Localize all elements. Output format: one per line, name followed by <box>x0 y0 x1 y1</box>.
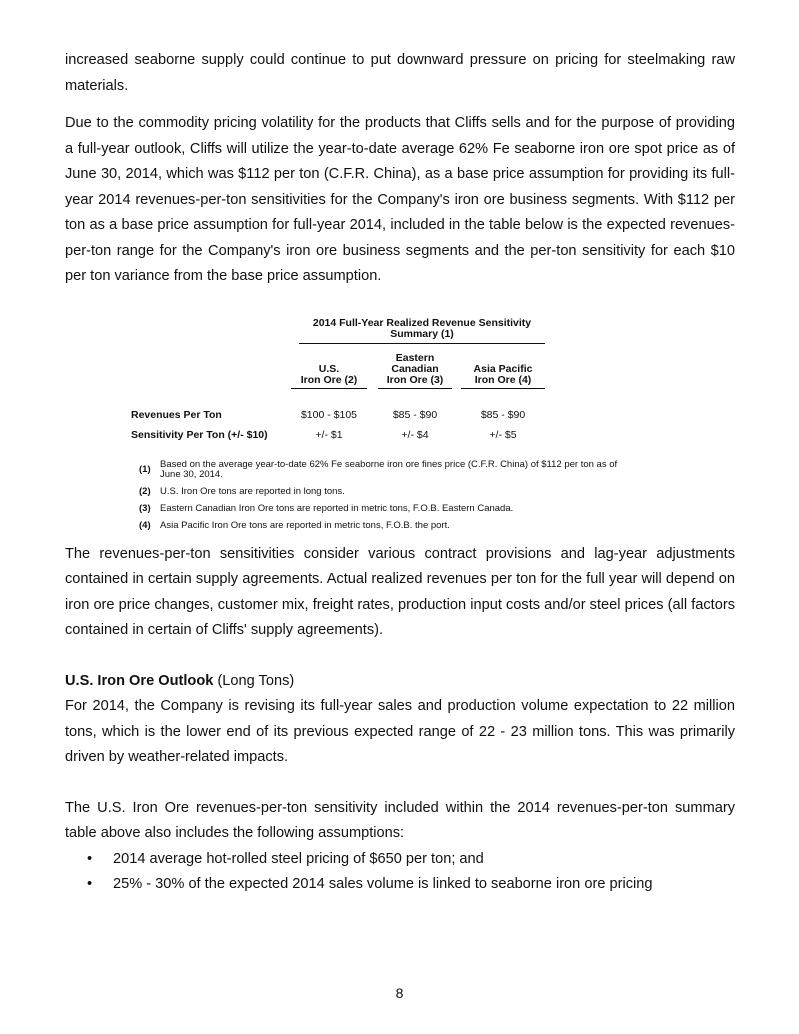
column-header-eastern-canadian: Eastern Canadian Iron Ore (3) <box>378 353 452 389</box>
table-cell: $100 - $105 <box>300 408 358 421</box>
table-title: 2014 Full-Year Realized Revenue Sensitivity Summary (1) <box>299 318 545 344</box>
column-header-asia-pacific: Asia Pacific Iron Ore (4) <box>461 364 545 389</box>
document-page <box>65 48 735 898</box>
table-cell: +/- $5 <box>489 428 517 441</box>
section-heading: U.S. Iron Ore Outlook (Long Tons) <box>65 672 295 689</box>
page-number: 8 <box>395 985 404 1001</box>
column-header-us-iron-ore: U.S. Iron Ore (2) <box>291 364 367 389</box>
table-cell: +/- $1 <box>315 428 343 441</box>
revenue-sensitivity-table: 2014 Full-Year Realized Revenue Sensitivity Summary (1) U.S. Iron Ore (2) Eastern Canadian Iron Ore (3) Asia Pacific Iron Ore (4) Revenues Per Ton $100 - $105 $85 - $90 $85 - $90 Sensitivity Per Ton (+/- $10) +/- $1 +/- $4 +/- $5 (1) Based on the average year-to-date 62% Fe seaborne iron ore fines price (C.F.R. China) of $112 per ton as of June 30, 2014. (2) U.S. Iron Ore tons are reported in long tons. (3) Eastern Canadian Iron Ore tons are reported in metric tons, F.O.B. Eastern Canada. (4) Asia Pacific Iron Ore tons are reported in metric tons, F.O.B. the port. <box>131 316 618 531</box>
table-cell: $85 - $90 <box>392 408 438 421</box>
row-label-sensitivity: Sensitivity Per Ton (+/- $10) <box>131 428 268 441</box>
list-item: • 2014 average hot-rolled steel pricing of $650 per ton; and <box>65 847 735 873</box>
bullet-icon: • <box>87 876 93 892</box>
paragraph-sensitivity-notes: The revenues-per-ton sensitivities consider various contract provisions and lag-year adjustments contained in certain supply agreements. Actual realized revenues per ton for the full year will depend on iron ore price changes, customer mix, freight rates, production input costs and/or steel prices (all factors contained in certain of Cliffs' supply agreements). <box>65 545 735 638</box>
row-label-revenues: Revenues Per Ton <box>131 408 222 421</box>
paragraph-outlook: For 2014, the Company is revising its full-year sales and production volume expectation to 22 million tons, which is the lower end of its previous expected range of 22 - 23 million tons. This was primarily driven by weather-related impacts. <box>65 698 735 765</box>
list-item: • 25% - 30% of the expected 2014 sales volume is linked to seaborne iron ore pricing <box>65 872 735 898</box>
table-cell: $85 - $90 <box>480 408 526 421</box>
table-cell: +/- $4 <box>401 428 429 441</box>
paragraph-assumptions: The U.S. Iron Ore revenues-per-ton sensitivity included within the 2014 revenues-per-ton summary table above also includes the following assumptions: <box>65 799 735 841</box>
paragraph-intro: increased seaborne supply could continue to put downward pressure on pricing for steelmaking raw materials. <box>65 52 735 94</box>
paragraph-pricing-assumption: Due to the commodity pricing volatility for the products that Cliffs sells and for the purpose of providing a full-year outlook, Cliffs will utilize the year-to-date average 62% Fe seaborne iron ore spot price as of June 30, 2014, which was $112 per ton (C.F.R. China), as a base price assumption for providing its full-year 2014 revenues-per-ton sensitivities for the Company's iron ore business segments. With $112 per ton as a base price assumption for full-year 2014, included in the table below is the expected revenues-per-ton range for the Company's iron ore business segments and the per-ton sensitivity for each $10 per ton variance from the base price assumption. <box>65 115 735 284</box>
bullet-icon: • <box>87 850 93 867</box>
assumptions-list <box>65 847 735 898</box>
